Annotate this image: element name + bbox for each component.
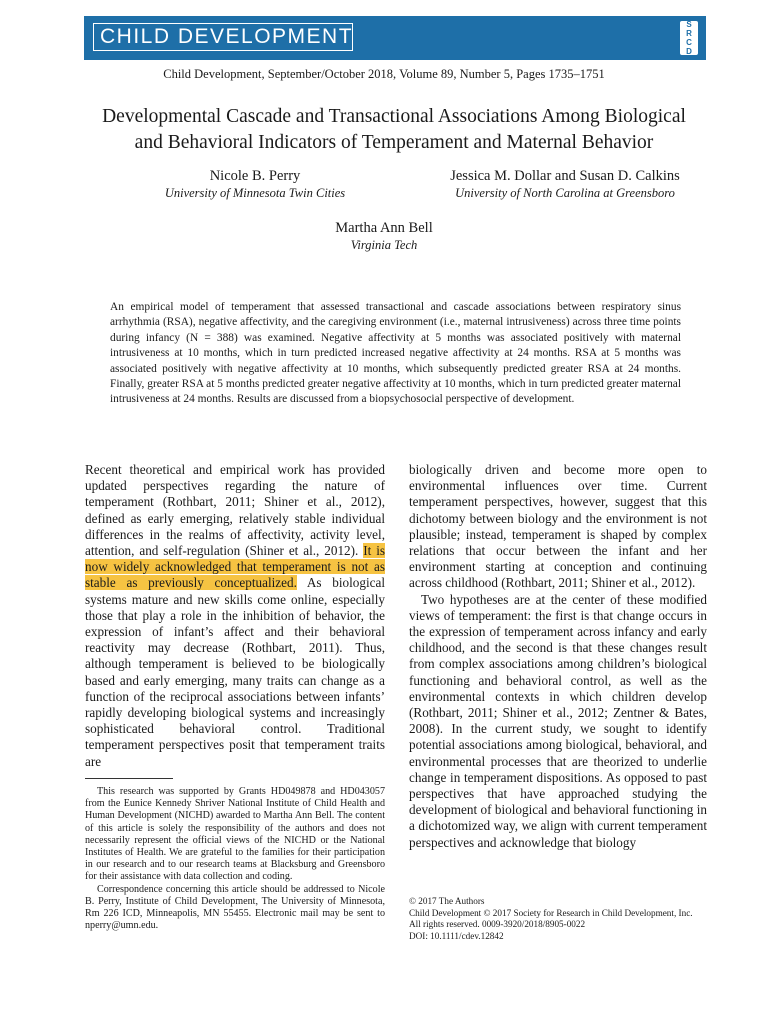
logo-letter: R xyxy=(686,29,692,38)
body-column-left xyxy=(85,462,385,770)
logo-letter: S xyxy=(686,20,692,29)
logo-letter: C xyxy=(686,38,692,47)
copyright-line: Child Development © 2017 Society for Research in Child Development, Inc. xyxy=(409,907,693,918)
author-block-2 xyxy=(410,167,720,201)
body-column-right xyxy=(409,462,707,851)
author-affiliation: University of North Carolina at Greensboro xyxy=(455,186,675,200)
footnotes xyxy=(85,786,385,932)
logo-letter: D xyxy=(686,47,692,56)
journal-banner-title: CHILD DEVELOPMENT xyxy=(93,23,353,51)
title-line-1: Developmental Cascade and Transactional Associations Among Biological xyxy=(102,106,686,127)
correspondence-note: Correspondence concerning this article should be addressed to Nicole B. Perry, Institute of Child Development, The University of Minnesota, Rm 226 ICD, Minneapolis, MN 55455. Electronic mail may be sent to nperry@umn.edu. xyxy=(85,883,385,932)
body-paragraph: Two hypotheses are at the center of these modified views of temperament: the first is that change occurs in the expression of temperament across infancy and early childhood, and the second is that these changes result from complex associations among children’s biological functioning and behavioral control, as well as the environmental contexts in which children develop (Rothbart, 2011; Shiner et al., 2012; Zentner & Bates, 2008). In the current study, we sought to identify potential associations among biological, behavioral, and environmental processes that are theorized to underlie change in temperament dispositions. As opposed to past perspectives that have approached studying the development of biological and behavioral functioning in a dichotomized way, we align with current temperament perspectives and acknowledge that biology xyxy=(409,591,707,850)
srcd-logo-icon xyxy=(680,21,698,55)
body-text: As biological systems mature and new skills come online, especially those that play a role in the inhibition of behavior, the expression of infant’s affect and their behavioral reactivity may decrease (Rothbart, 2011). Thus, although temperament is believed to be biologically based and early emerging, many traits can change as a function of the reciprocal associations between infants’ rapidly developing biological systems and increasingly sophisticated behavioral control. Traditional temperament perspectives posit that temperament traits are xyxy=(85,575,385,769)
footnote-divider xyxy=(85,778,173,779)
author-name: Nicole B. Perry xyxy=(209,168,301,184)
copyright-line: All rights reserved. 0009-3920/2018/8905-0022 xyxy=(409,919,586,930)
abstract: An empirical model of temperament that assessed transactional and cascade associations between respiratory sinus arrhythmia (RSA), negative affectivity, and the caregiving environment (i.e., maternal intrusiveness) across three time points during infancy (N = 388) was examined. Negative affectivity at 5 months was associated positively with maternal intrusiveness at 10 months, which in turn predicted increased negative affectivity at 24 months. RSA at 5 months was associated positively with negative affectivity at 10 months, which subsequently predicted greater RSA at 24 months. Finally, greater RSA at 5 months predicted greater negative affectivity at 10 months, which in turn predicted greater maternal intrusiveness at 24 months. Results are discussed from a biopsychosocial perspective of development. xyxy=(110,301,681,406)
body-paragraph xyxy=(85,462,385,770)
copyright-line: © 2017 The Authors xyxy=(409,896,485,906)
highlighted-text: It is now widely acknowledged that temperament is not as stable as previously conceptualized. xyxy=(85,543,385,591)
funding-note: This research was supported by Grants HD049878 and HD043057 from the Eunice Kennedy Shriver National Institute of Child Health and Human Development (NICHD) awarded to Martha Ann Bell. The content of this article is solely the responsibility of the authors and does not necessarily represent the official views of the NICHD or the National Institutes of Health. We are grateful to the families for their participation in our research and to our research teams at Blacksburg and Greensboro for their assistance with data collection and coding. xyxy=(85,786,385,883)
title-line-2: and Behavioral Indicators of Temperament and Maternal Behavior xyxy=(134,132,654,153)
author-block-3 xyxy=(284,219,484,253)
journal-banner xyxy=(84,16,706,60)
doi: DOI: 10.1111/cdev.12842 xyxy=(409,930,504,941)
article-title xyxy=(60,104,728,156)
author-affiliation: Virginia Tech xyxy=(350,238,418,252)
author-name: Jessica M. Dollar and Susan D. Calkins xyxy=(450,168,680,184)
author-name: Martha Ann Bell xyxy=(335,220,433,236)
body-text: Recent theoretical and empirical work has provided updated perspectives regarding the nature of temperament (Rothbart, 2011; Shiner et al., 2012), defined as early emerging, relatively stable individual differences in the realms of affectivity, activity level, attention, and self-regulation (Shiner et al., 2012). xyxy=(85,462,385,559)
copyright-notice xyxy=(409,896,729,942)
body-paragraph: biologically driven and become more open to environmental influences over time. Current temperament perspectives, however, suggest that this dichotomy between biology and the environment is not plausible; instead, temperament is shaped by complex relations that occur between the infant and her environment starting at conception and continuing across childhood (Rothbart, 2011; Shiner et al., 2012). xyxy=(409,462,707,591)
author-affiliation: University of Minnesota Twin Cities xyxy=(164,186,346,200)
journal-citation: Child Development, September/October 2018, Volume 89, Number 5, Pages 1735–1751 xyxy=(163,67,605,81)
author-block-1 xyxy=(130,167,380,201)
